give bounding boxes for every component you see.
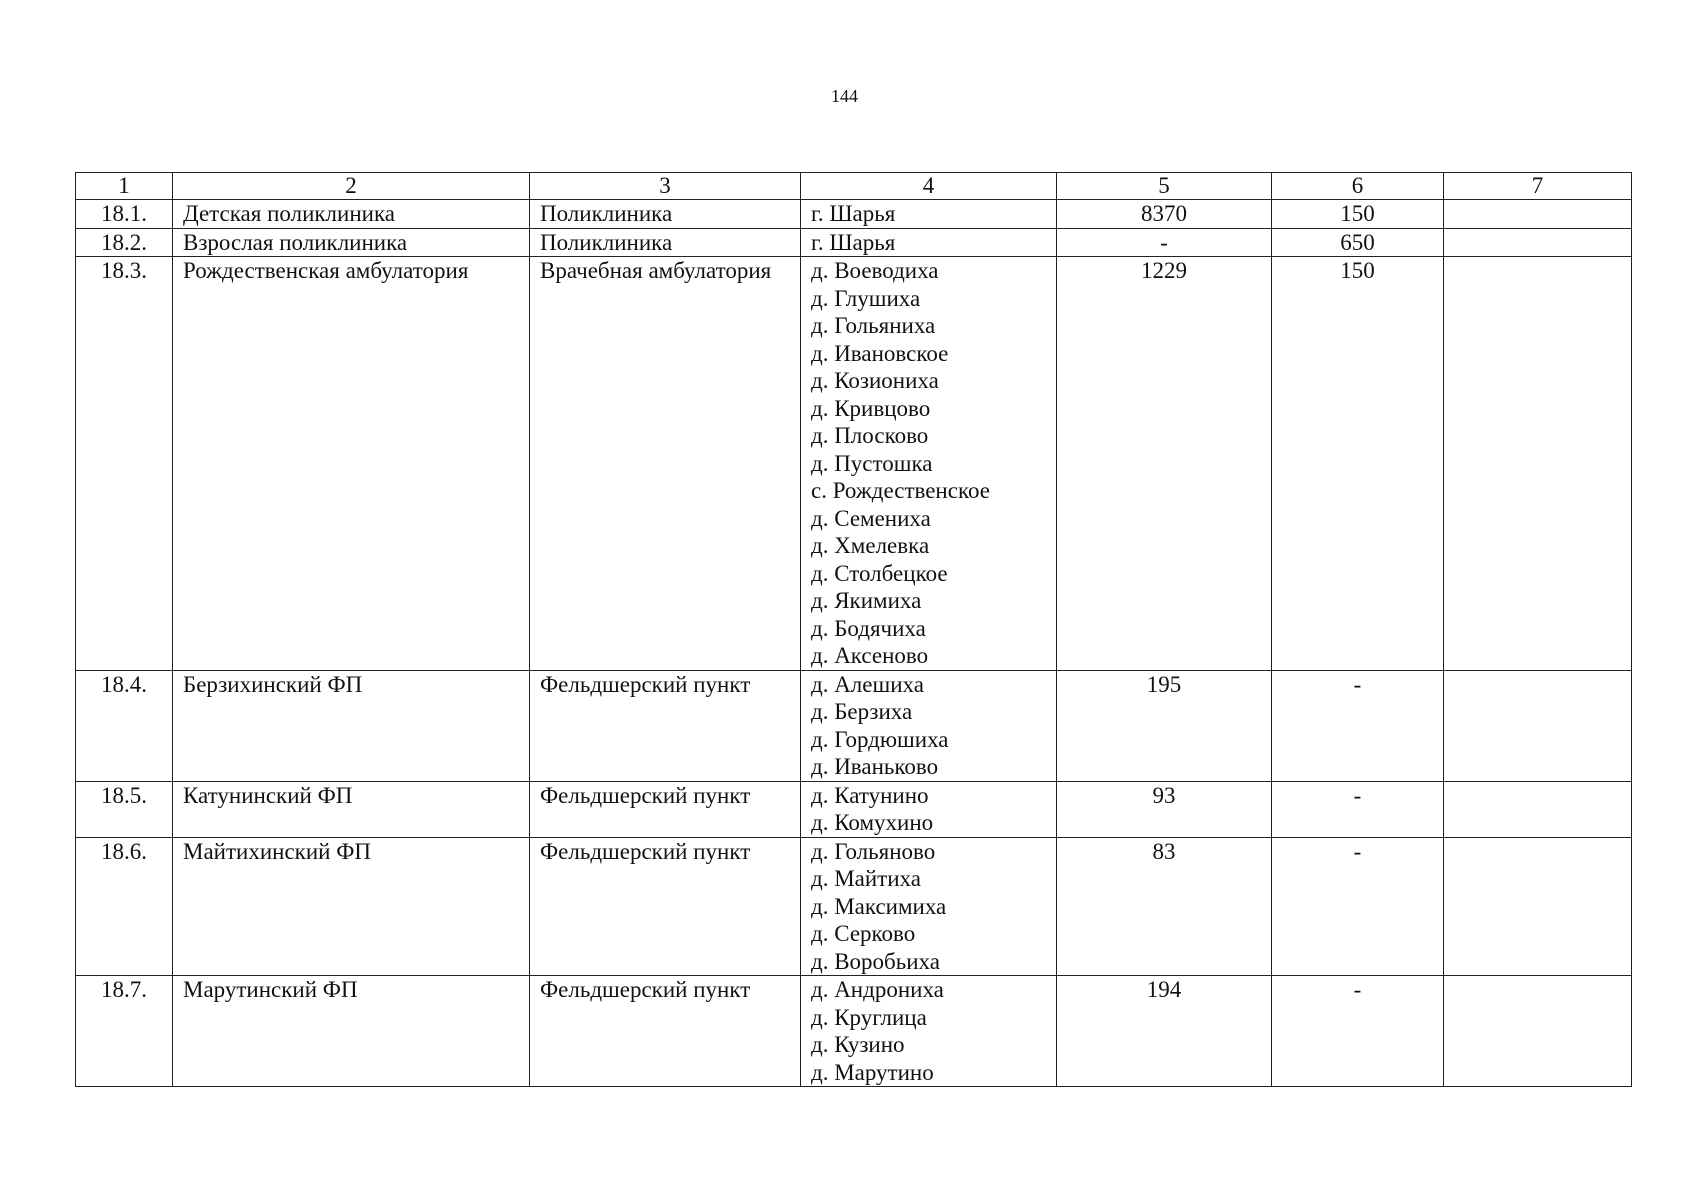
column-5-cell: 8370 xyxy=(1057,200,1272,229)
facility-type-cell: Фельдшерский пункт xyxy=(530,837,801,976)
settlement-item: с. Рождественское xyxy=(811,478,990,503)
facility-name-cell: Катунинский ФП xyxy=(173,781,530,837)
table-row xyxy=(76,781,1632,837)
settlement-item: д. Аксеново xyxy=(811,643,929,668)
facility-name-cell: Берзихинский ФП xyxy=(173,670,530,781)
column-5-cell: 83 xyxy=(1057,837,1272,976)
column-6-cell: - xyxy=(1272,837,1444,976)
facility-type-cell: Фельдшерский пункт xyxy=(530,976,801,1087)
header-cell: 7 xyxy=(1444,173,1632,200)
table-body xyxy=(76,173,1632,1087)
settlement-item: г. Шарья xyxy=(811,229,896,255)
column-7-cell xyxy=(1444,976,1632,1087)
settlement-item: д. Круглица xyxy=(811,1004,927,1030)
facility-name-cell: Марутинский ФП xyxy=(173,976,530,1087)
header-cell: 1 xyxy=(76,173,173,200)
settlements-cell xyxy=(801,200,1057,229)
column-5-cell: 194 xyxy=(1057,976,1272,1087)
row-number-cell: 18.7. xyxy=(76,976,173,1087)
page-number: 144 xyxy=(831,86,858,106)
table-row xyxy=(76,670,1632,781)
column-5-cell: 1229 xyxy=(1057,257,1272,671)
facility-name-cell: Рождественская амбулатория xyxy=(173,257,530,671)
column-6-cell: - xyxy=(1272,976,1444,1087)
settlement-item: д. Марутино xyxy=(811,1059,934,1085)
column-7-cell xyxy=(1444,781,1632,837)
row-number-cell: 18.4. xyxy=(76,670,173,781)
settlement-item: д. Кузино xyxy=(811,1032,905,1057)
settlement-item: д. Глушиха xyxy=(811,285,921,311)
facility-type-cell: Поликлиника xyxy=(530,228,801,257)
table-row xyxy=(76,837,1632,976)
header-cell: 6 xyxy=(1272,173,1444,200)
column-5-cell: - xyxy=(1057,228,1272,257)
facility-type-cell: Фельдшерский пункт xyxy=(530,781,801,837)
column-5-cell: 195 xyxy=(1057,670,1272,781)
settlement-item: д. Андрониха xyxy=(811,977,944,1002)
facilities-table xyxy=(75,172,1632,1087)
settlement-item: д. Гольяниха xyxy=(811,313,936,338)
settlement-item: д. Воеводиха xyxy=(811,258,939,283)
settlement-item: г. Шарья xyxy=(811,201,896,226)
settlement-item: д. Столбецкое xyxy=(811,560,948,586)
row-number-cell: 18.2. xyxy=(76,228,173,257)
table-row xyxy=(76,200,1632,229)
facility-type-cell: Поликлиника xyxy=(530,200,801,229)
column-6-cell: - xyxy=(1272,781,1444,837)
settlement-item: д. Иваньково xyxy=(811,754,939,779)
settlement-item: д. Серково xyxy=(811,921,916,946)
settlement-item: д. Воробьиха xyxy=(811,948,940,974)
facility-type-cell: Фельдшерский пункт xyxy=(530,670,801,781)
column-7-cell xyxy=(1444,228,1632,257)
column-7-cell xyxy=(1444,837,1632,976)
facility-name-cell: Детская поликлиника xyxy=(173,200,530,229)
settlement-item: д. Ивановское xyxy=(811,340,949,366)
settlements-cell xyxy=(801,257,1057,671)
facility-type-cell: Врачебная амбулатория xyxy=(530,257,801,671)
row-number-cell: 18.3. xyxy=(76,257,173,671)
settlement-item: д. Катунино xyxy=(811,782,929,808)
column-5-cell: 93 xyxy=(1057,781,1272,837)
settlement-item: д. Берзиха xyxy=(811,699,913,724)
settlement-item: д. Алешиха xyxy=(811,671,924,697)
column-6-cell: - xyxy=(1272,670,1444,781)
settlement-item: д. Комухино xyxy=(811,810,934,835)
facility-name-cell: Майтихинский ФП xyxy=(173,837,530,976)
settlement-item: д. Гольяново xyxy=(811,838,936,864)
column-6-cell: 150 xyxy=(1272,200,1444,229)
settlement-item: д. Бодячиха xyxy=(811,615,926,641)
column-6-cell: 650 xyxy=(1272,228,1444,257)
table-header-row xyxy=(76,173,1632,200)
settlements-cell xyxy=(801,837,1057,976)
column-7-cell xyxy=(1444,670,1632,781)
settlements-cell xyxy=(801,228,1057,257)
settlement-item: д. Майтиха xyxy=(811,866,921,891)
settlement-item: д. Козиониха xyxy=(811,368,939,393)
row-number-cell: 18.5. xyxy=(76,781,173,837)
facility-name-cell: Взрослая поликлиника xyxy=(173,228,530,257)
settlement-item: д. Якимиха xyxy=(811,588,922,613)
header-cell: 5 xyxy=(1057,173,1272,200)
table-row xyxy=(76,976,1632,1087)
column-7-cell xyxy=(1444,257,1632,671)
settlements-cell xyxy=(801,976,1057,1087)
settlement-item: д. Семениха xyxy=(811,505,931,531)
settlements-cell xyxy=(801,670,1057,781)
settlement-item: д. Пустошка xyxy=(811,450,933,476)
settlement-item: д. Гордюшиха xyxy=(811,726,949,752)
settlement-item: д. Плосково xyxy=(811,423,929,448)
settlement-item: д. Кривцово xyxy=(811,395,931,421)
settlement-item: д. Максимиха xyxy=(811,893,947,919)
table-row xyxy=(76,257,1632,671)
header-cell: 3 xyxy=(530,173,801,200)
table-row xyxy=(76,228,1632,257)
header-cell: 4 xyxy=(801,173,1057,200)
header-cell: 2 xyxy=(173,173,530,200)
column-6-cell: 150 xyxy=(1272,257,1444,671)
column-7-cell xyxy=(1444,200,1632,229)
settlement-item: д. Хмелевка xyxy=(811,533,930,558)
row-number-cell: 18.1. xyxy=(76,200,173,229)
row-number-cell: 18.6. xyxy=(76,837,173,976)
settlements-cell xyxy=(801,781,1057,837)
